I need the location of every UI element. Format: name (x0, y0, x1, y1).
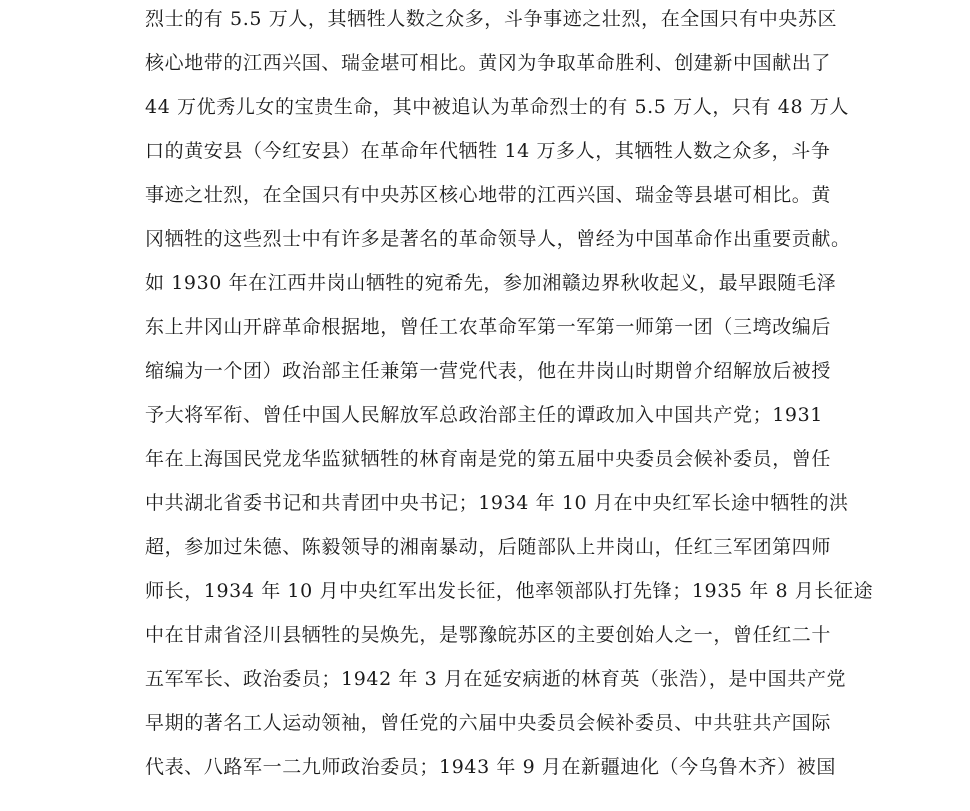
text-line: 烈士的有 5.5 万人，其牺牲人数之众多，斗争事迹之壮烈，在全国只有中央苏区 (145, 8, 838, 30)
text-line: 五军军长、政治委员；1942 年 3 月在延安病逝的林育英（张浩），是中国共产党 (145, 668, 847, 690)
text-line: 口的黄安县（今红安县）在革命年代牺牲 14 万多人，其牺牲人数之众多，斗争 (145, 140, 831, 162)
text-line: 超，参加过朱德、陈毅领导的湘南暴动，后随部队上井岗山，任红三军团第四师 (145, 536, 832, 558)
text-line: 事迹之壮烈，在全国只有中央苏区核心地带的江西兴国、瑞金等县堪可相比。黄 (145, 184, 832, 206)
text-line: 早期的著名工人运动领袖，曾任党的六届中央委员会候补委员、中共驻共产国际 (145, 712, 832, 734)
text-line: 东上井冈山开辟革命根据地，曾任工农革命军第一军第一师第一团（三塆改编后 (145, 316, 832, 338)
text-line: 年在上海国民党龙华监狱牺牲的林育南是党的第五届中央委员会候补委员，曾任 (145, 448, 832, 470)
text-line: 师长，1934 年 10 月中央红军出发长征，他率领部队打先锋；1935 年 8 月长征途 (145, 580, 874, 602)
text-line: 代表、八路军一二九师政治委员；1943 年 9 月在新疆迪化（今乌鲁木齐）被国 (145, 756, 836, 778)
text-line: 中在甘肃省泾川县牺牲的吴焕先，是鄂豫皖苏区的主要创始人之一，曾任红二十 (145, 624, 832, 646)
text-line: 予大将军衔、曾任中国人民解放军总政治部主任的谭政加入中国共产党；1931 (145, 404, 823, 426)
text-line: 如 1930 年在江西井岗山牺牲的宛希先，参加湘赣边界秋收起义，最早跟随毛泽 (145, 272, 837, 294)
text-line: 44 万优秀儿女的宝贵生命，其中被追认为革命烈士的有 5.5 万人，只有 48 万人 (145, 96, 849, 118)
text-line: 冈牺牲的这些烈士中有许多是著名的革命领导人，曾经为中国革命作出重要贡献。 (145, 228, 851, 250)
text-line: 缩编为一个团）政治部主任兼第一营党代表，他在井岗山时期曾介绍解放后被授 (145, 360, 832, 382)
text-line: 核心地带的江西兴国、瑞金堪可相比。黄冈为争取革命胜利、创建新中国献出了 (145, 52, 832, 74)
text-line: 中共湖北省委书记和共青团中央书记；1934 年 10 月在中央红军长途中牺牲的洪 (145, 492, 849, 514)
